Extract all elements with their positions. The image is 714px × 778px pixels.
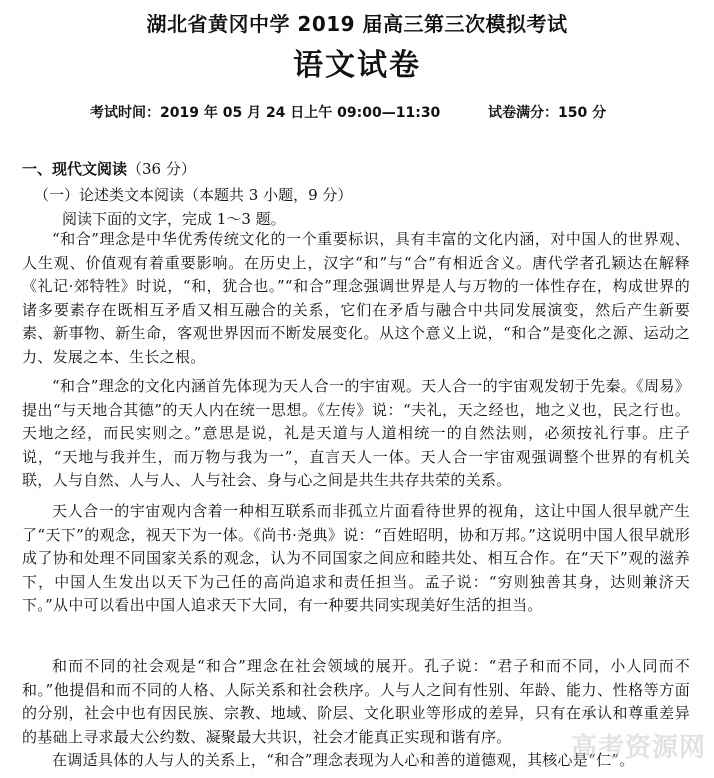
section-points: （36 分） bbox=[127, 160, 196, 178]
watermark-logo: 高考资源网 bbox=[570, 733, 706, 763]
paper-subtitle: 语文试卷 bbox=[293, 48, 421, 83]
passage-paragraph-1: “和合”理念是中华优秀传统文化的一个重要标识，具有丰富的文化内涵，对中国人的世界观、人生观、价值观有着重要影响。在历史上，汉字“和”与“合”有相近含义。唐代学者孔颖达在解释《礼记·郊特牲》时说，“和，犹合也。”“和合”理念强调世界是人与万物的一体性存在，构成世界的诸多要素存在既相互矛盾又相互融合的关系，它们在矛盾与融合中共同发展演变，然后产生新要素、新事物、新生命，客观世界因而不断发展变化。从这个意义上说，“和合”是变化之源、运动之力、发展之本、生长之根。 bbox=[22, 230, 690, 366]
section-label: 一、现代文阅读 bbox=[22, 160, 128, 178]
reading-instruction: 阅读下面的文字，完成 1～3 题。 bbox=[62, 210, 286, 228]
passage-paragraph-2: “和合”理念的文化内涵首先体现为天人合一的宇宙观。天人合一的宇宙观发轫于先秦。《周易》提出“与天地合其德”的天人内在统一思想。《左传》说：“夫礼，天之经也，地之义也，民之行也。天地之经，而民实则之。”意思是说，礼是天道与人道相统一的自然法则，必须按礼行事。庄子说，“天地与我并生，而万物与我为一”，直言天人一体。天人合一宇宙观强调整个世界的有机关联，人与自然、人与人、人与社会、身与心之间是共生共存共荣的关系。 bbox=[22, 377, 690, 490]
passage-paragraph-3: 天人合一的宇宙观内含着一种相互联系而非孤立片面看待世界的视角，这让中国人很早就产生了“天下”的观念，视天下为一体。《尚书·尧典》说：“百姓昭明，协和万邦。”这说明中国人很早就形成了协和处理不同国家关系的观念，认为不同国家之间应和睦共处、相互合作。在“天下”观的滋养下，中国人生发出以天下为己任的高尚追求和责任担当。孟子说：“穷则独善其身，达则兼济天下。”从中可以看出中国人追求天下大同，有一种要共同实现美好生活的担当。 bbox=[22, 502, 690, 615]
exam-time: 考试时间：2019 年 05 月 24 日上午 09:00—11:30 bbox=[90, 105, 441, 121]
subsection-heading: （一）论述类文本阅读（本题共 3 小题，9 分） bbox=[34, 186, 353, 204]
passage-paragraph-5: 在调适具体的人与人的关系上，“和合”理念表现为人心和善的道德观，其核心是“仁”。 bbox=[52, 751, 635, 769]
passage-paragraph-4: 和而不同的社会观是“和合”理念在社会领域的展开。孔子说：“君子和而不同，小人同而不和。”他提倡和而不同的人格、人际关系和社会秩序。人与人之间有性别、年龄、能力、性格等方面的分别，社会中也有因民族、宗教、地域、阶层、文化职业等形成的差异，只有在承认和尊重差异的基础上寻求最大公约数、凝聚最大共识，社会才能真正实现和谐有序。 bbox=[22, 657, 690, 746]
exam-title: 湖北省黄冈中学 2019 届高三第三次模拟考试 bbox=[146, 12, 568, 36]
exam-full-score: 试卷满分：150 分 bbox=[488, 105, 607, 121]
section-heading bbox=[22, 158, 196, 179]
